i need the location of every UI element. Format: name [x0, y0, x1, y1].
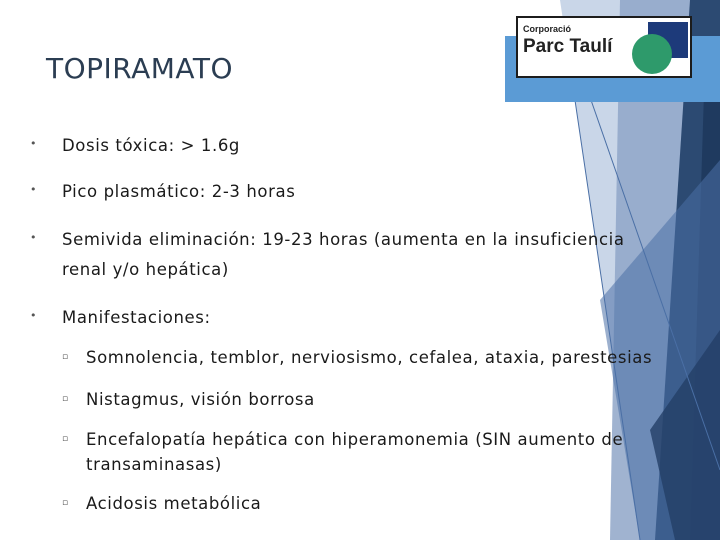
slide-title: TOPIRAMATO: [46, 52, 234, 85]
sub-bullet-text: Somnolencia, temblor, nerviosismo, cefalea, ataxia, parestesias: [86, 348, 653, 367]
bullet-text: Pico plasmático: 2-3 horas: [62, 182, 296, 201]
logo-main-text: Parc Taulí: [523, 36, 613, 57]
sub-bullet-text: Acidosis metabólica: [86, 494, 262, 513]
sub-bullet-text-continuation: transaminasas): [86, 455, 222, 474]
sub-bullet-marker: ▫: [62, 434, 69, 444]
logo-emblem-icon: [628, 20, 690, 76]
bullet-text: Manifestaciones:: [62, 308, 211, 327]
bullet-marker: •: [30, 309, 38, 322]
sub-bullet-marker: ▫: [62, 394, 69, 404]
bullet-marker: •: [30, 231, 38, 244]
sub-bullet-marker: ▫: [62, 498, 69, 508]
bullet-text: Dosis tóxica: > 1.6g: [62, 136, 240, 155]
parc-tauli-logo: [516, 16, 692, 78]
bullet-text-continuation: renal y/o hepática): [62, 260, 229, 279]
sub-bullet-text: Encefalopatía hepática con hiperamonemia (SIN aumento de: [86, 430, 624, 449]
logo-top-text: Corporació: [523, 24, 572, 34]
bullet-marker: •: [30, 137, 38, 150]
bullet-marker: •: [30, 183, 38, 196]
sub-bullet-text: Nistagmus, visión borrosa: [86, 390, 315, 409]
sub-bullet-marker: ▫: [62, 352, 69, 362]
bullet-text: Semivida eliminación: 19-23 horas (aumenta en la insuficiencia: [62, 230, 625, 249]
